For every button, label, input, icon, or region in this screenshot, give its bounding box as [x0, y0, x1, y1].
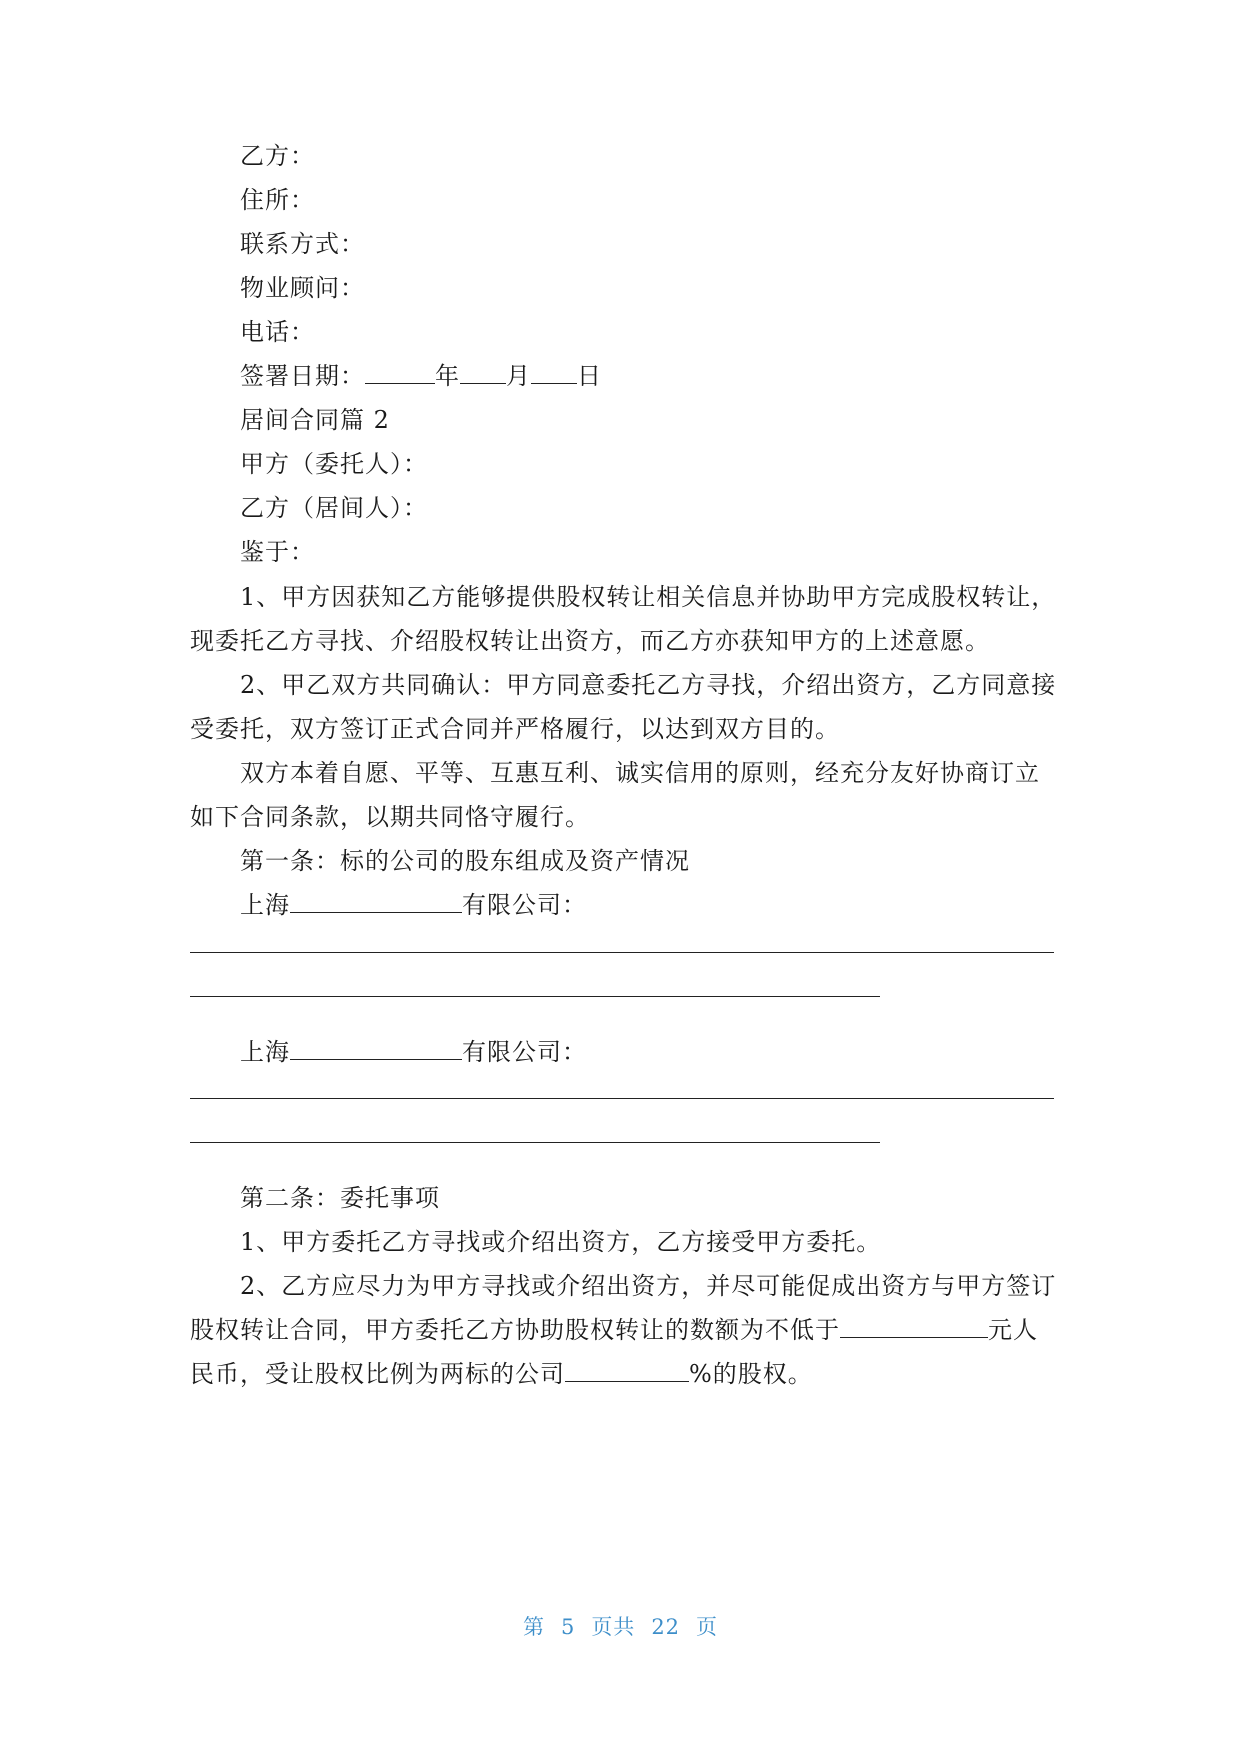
- article2-item2-line3: [190, 1359, 1070, 1389]
- day-unit: 日: [577, 362, 602, 390]
- sign-date-line: [240, 361, 1070, 391]
- principle-line1: 双方本着自愿、平等、互惠互利、诚实信用的原则，经充分友好协商订立: [240, 759, 1040, 787]
- address-label: 住所：: [240, 186, 315, 214]
- company1-name-blank: [290, 892, 462, 913]
- company1-fill-line-2: [190, 996, 880, 997]
- consultant-label: 物业顾问：: [240, 274, 365, 302]
- company2-fill-line-1: [190, 1098, 1054, 1099]
- contact-label: 联系方式：: [240, 230, 365, 258]
- company2-name-blank: [290, 1039, 462, 1060]
- company2-suffix: 有限公司：: [462, 1038, 587, 1066]
- company2-prefix: 上海: [240, 1038, 290, 1066]
- sign-date-label: 签署日期：: [240, 362, 365, 390]
- footer-suffix: 页: [696, 1615, 719, 1639]
- footer-prefix: 第: [522, 1615, 545, 1639]
- amount-text: 股权转让合同，甲方委托乙方协助股权转让的数额为不低于: [190, 1316, 840, 1344]
- year-unit: 年: [435, 362, 460, 390]
- footer-total-pages: 22: [651, 1615, 681, 1639]
- company2-fill-line-2: [190, 1142, 880, 1143]
- party-b-label: 乙方：: [240, 142, 315, 170]
- day-blank: [531, 363, 577, 384]
- clause2-line1: 2、甲乙双方共同确认：甲方同意委托乙方寻找，介绍出资方，乙方同意接: [240, 671, 1057, 699]
- year-blank: [365, 363, 435, 384]
- principle-line2: 如下合同条款，以期共同恪守履行。: [190, 803, 590, 831]
- company1-fill-line-1: [190, 952, 1054, 953]
- section-title: 居间合同篇 2: [240, 406, 390, 434]
- ratio-suffix: %的股权。: [689, 1360, 813, 1388]
- party-b-broker: 乙方（居间人）：: [240, 494, 428, 522]
- article1-title: 第一条：标的公司的股东组成及资产情况: [240, 847, 690, 875]
- article2-title: 第二条：委托事项: [240, 1184, 440, 1212]
- article2-item2-line1: 2、乙方应尽力为甲方寻找或介绍出资方，并尽可能促成出资方与甲方签订: [240, 1272, 1057, 1300]
- ratio-text: 民币，受让股权比例为两标的公司: [190, 1360, 565, 1388]
- amount-blank: [840, 1317, 988, 1338]
- company1-line: [240, 890, 1070, 920]
- ratio-blank: [565, 1361, 689, 1382]
- month-unit: 月: [506, 362, 531, 390]
- whereas-label: 鉴于：: [240, 538, 315, 566]
- article2-item2-line2: [190, 1315, 1070, 1345]
- footer-page-number: 5: [560, 1615, 576, 1639]
- company1-prefix: 上海: [240, 891, 290, 919]
- page-footer: [0, 1611, 1241, 1641]
- clause1-line1: 1、甲方因获知乙方能够提供股权转让相关信息并协助甲方完成股权转让，: [240, 583, 1057, 611]
- footer-middle: 页共: [591, 1615, 636, 1639]
- company1-suffix: 有限公司：: [462, 891, 587, 919]
- phone-label: 电话：: [240, 318, 315, 346]
- article2-item1: 1、甲方委托乙方寻找或介绍出资方，乙方接受甲方委托。: [240, 1228, 882, 1256]
- company2-line: [240, 1037, 1070, 1067]
- party-a-client: 甲方（委托人）：: [240, 450, 428, 478]
- amount-unit: 元人: [988, 1316, 1038, 1344]
- clause1-line2: 现委托乙方寻找、介绍股权转让出资方，而乙方亦获知甲方的上述意愿。: [190, 627, 990, 655]
- month-blank: [460, 363, 506, 384]
- clause2-line2: 受委托，双方签订正式合同并严格履行，以达到双方目的。: [190, 715, 840, 743]
